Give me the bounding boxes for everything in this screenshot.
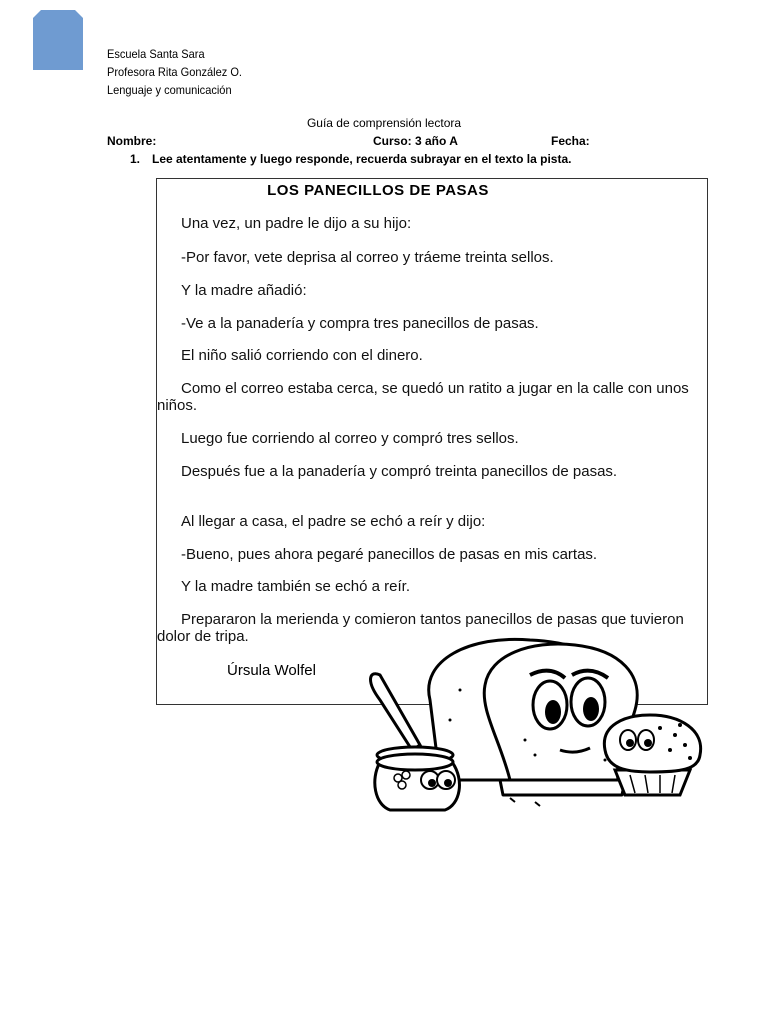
school-header bbox=[107, 45, 242, 99]
date-label: Fecha: bbox=[551, 134, 590, 148]
course-label: Curso: 3 año A bbox=[373, 134, 458, 148]
story-paragraph: Después fue a la panadería y compró treinta panecillos de pasas. bbox=[181, 463, 618, 480]
instruction-text: Lee atentamente y luego responde, recuerda subrayar en el texto la pista. bbox=[152, 152, 572, 166]
story-paragraph: -Ve a la panadería y compra tres panecillos de pasas. bbox=[181, 315, 539, 332]
story-author: Úrsula Wolfel bbox=[227, 662, 316, 679]
guide-title-text: Guía de comprensión lectora bbox=[306, 116, 462, 130]
story-paragraph: Como el correo estaba cerca, se quedó un ratito a jugar en la calle con unos niños. bbox=[157, 380, 689, 414]
story-paragraph: Prepararon la merienda y comieron tantos panecillos de pasas que tuvieron dolor de tripa. bbox=[157, 611, 684, 645]
story-paragraph: Y la madre añadió: bbox=[181, 282, 307, 299]
guide-title bbox=[0, 116, 768, 130]
name-label: Nombre: bbox=[107, 134, 157, 148]
story-title: LOS PANECILLOS DE PASAS bbox=[267, 182, 489, 199]
instruction bbox=[130, 152, 571, 166]
school-name: Escuela Santa Sara bbox=[107, 47, 205, 61]
story-paragraph: Y la madre también se echó a reír. bbox=[181, 578, 411, 595]
story-paragraph: -Por favor, vete deprisa al correo y tráeme treinta sellos. bbox=[181, 249, 554, 266]
bread-jam-muffin-illustration bbox=[360, 630, 720, 820]
story-paragraph: Una vez, un padre le dijo a su hijo: bbox=[181, 215, 412, 232]
story-paragraph: Luego fue corriendo al correo y compró tres sellos. bbox=[181, 430, 519, 447]
story-box bbox=[156, 178, 708, 705]
story-paragraph: -Bueno, pues ahora pegaré panecillos de pasas en mis cartas. bbox=[181, 546, 598, 563]
story-paragraph: Al llegar a casa, el padre se echó a reír y dijo: bbox=[181, 513, 486, 530]
school-logo-icon bbox=[33, 10, 83, 70]
story-paragraph: El niño salió corriendo con el dinero. bbox=[181, 347, 423, 364]
instruction-number: 1. bbox=[130, 152, 141, 166]
subject-name: Lenguaje y comunicación bbox=[107, 83, 232, 97]
teacher-name: Profesora Rita González O. bbox=[107, 65, 242, 79]
